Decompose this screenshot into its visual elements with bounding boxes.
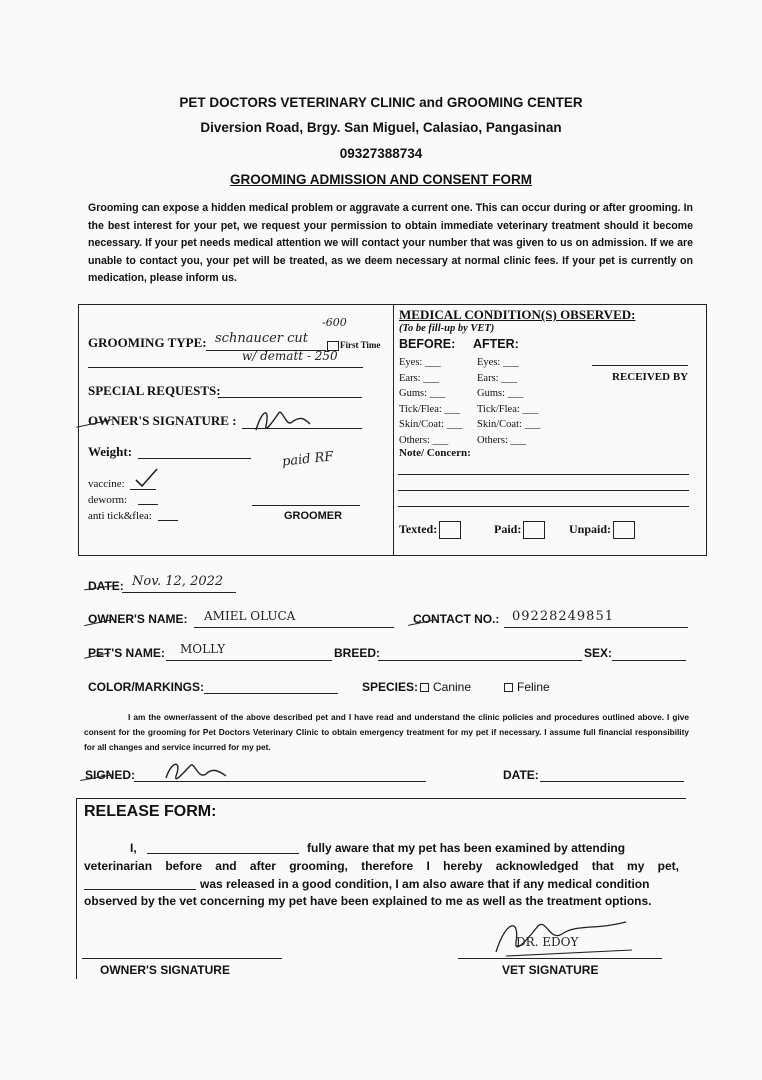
release-line-3: was released in a good condition, I am also aware that if any medical condition [200,877,650,891]
clinic-name: PET DOCTORS VETERINARY CLINIC and GROOMING CENTER [179,95,583,110]
pet-name-label: PET'S NAME: [88,646,165,660]
clinic-address: Diversion Road, Brgy. San Miguel, Calasiao, Pangasinan [200,120,562,135]
feline-checkbox[interactable] [504,683,513,692]
contact-value: 09228249851 [512,609,614,624]
first-time-checkbox[interactable] [327,340,380,351]
groomer-label: GROOMER [284,510,343,522]
first-time-label: First Time [340,340,381,350]
paid-checkbox[interactable] [523,521,545,539]
date2-label: DATE: [503,768,539,782]
breed-label: BREED: [334,646,381,660]
species-label: SPECIES: [362,680,419,694]
signed-label: SIGNED: [85,768,136,782]
grooming-type-value: schnaucer cut [215,331,309,346]
clinic-phone: 09327388734 [339,146,423,161]
note-concern-label: Note/ Concern: [399,447,471,459]
before-label: BEFORE: [399,337,456,351]
signed-signature-scribble [160,756,240,788]
form-title: GROOMING ADMISSION AND CONSENT FORM [230,172,532,187]
color-label: COLOR/MARKINGS: [88,680,204,694]
sex-label: SEX: [584,646,613,660]
before-items: Eyes: ___ Ears: ___ Gums: ___ Tick/Flea: ___ Skin/Coat: ___ Others: ___ [399,357,463,446]
special-requests-label: SPECIAL REQUESTS: [88,383,221,398]
owner-signature-release-label: OWNER'S SIGNATURE [100,963,230,977]
vaccine-check-icon [134,466,160,490]
vaccine-label: vaccine: [88,478,125,490]
date-value: Nov. 12, 2022 [132,574,224,589]
paid-note: paid RF [281,449,335,470]
texted-field[interactable]: Texted: [399,521,461,539]
texted-checkbox[interactable] [439,521,461,539]
received-by-label: RECEIVED BY [612,371,689,383]
contact-label: CONTACT NO.: [413,612,500,626]
consent-paragraph: I am the owner/assent of the above described pet and I have read and understand the clinic policies and procedures outlined above. I give consent for the grooming for Pet Doctors Veterinary Clinic to obtain emergency treatment for my pet if necessary. I assume full financial responsibility for all changes and service incurred for my pet. [84,712,689,752]
canine-checkbox[interactable] [420,683,429,692]
unpaid-checkbox[interactable] [613,521,635,539]
vet-signature-label: VET SIGNATURE [502,963,599,977]
release-title: RELEASE FORM: [84,803,217,820]
owner-signature-scribble [248,400,328,440]
canine-option[interactable]: Canine [420,680,471,694]
intro-paragraph: Grooming can expose a hidden medical problem or aggravate a current one. This can occur during or after grooming. In the best interest for your pet, we request your permission to obtain immediate veterinary treatment should it become necessary. If your pet needs medical attention we will contact your number that was given to us on admission. If we are unable to contact you, your pet will be treated, as we deem necessary at normal clinic fees. If your pet is currently on medication, please inform us. [88,202,693,285]
after-label: AFTER: [473,337,519,351]
release-line-4: observed by the vet concerning my pet have been explained to me as well as the treatment options. [84,894,652,908]
feline-option[interactable]: Feline [504,680,550,694]
owner-signature-label: OWNER'S SIGNATURE : [88,413,237,428]
date-label: DATE: [88,579,124,593]
release-i: I, [130,841,137,855]
deworm-label: deworm: [88,494,128,506]
owner-name-label: OWNER'S NAME: [88,612,188,626]
grooming-type-label: GROOMING TYPE: [88,335,207,350]
box-divider [393,304,394,556]
anti-tick-label: anti tick&flea: [88,510,152,522]
pet-name-value: MOLLY [180,642,226,656]
release-line-1: fully aware that my pet has been examined by attending [307,841,626,855]
grooming-type-price: -600 [322,316,347,329]
first-time-box[interactable] [327,341,339,351]
paid-field[interactable]: Paid: [494,521,545,539]
vet-signature-handwritten: DR. EDOY [516,935,579,949]
release-line-2: veterinarian before and after grooming, therefore I hereby acknowledged that my pet, [84,859,679,873]
weight-label: Weight: [88,444,133,459]
after-items: Eyes: ___ Ears: ___ Gums: ___ Tick/Flea: ___ Skin/Coat: ___ Others: ___ [477,357,541,446]
medical-title: MEDICAL CONDITION(S) OBSERVED: [399,307,636,322]
unpaid-field[interactable]: Unpaid: [569,521,635,539]
medical-subtitle: (To be fill-up by VET) [399,323,495,334]
grooming-type-value-2: w/ dematt - 250 [242,349,338,363]
owner-name-value: AMIEL OLUCA [204,609,296,623]
